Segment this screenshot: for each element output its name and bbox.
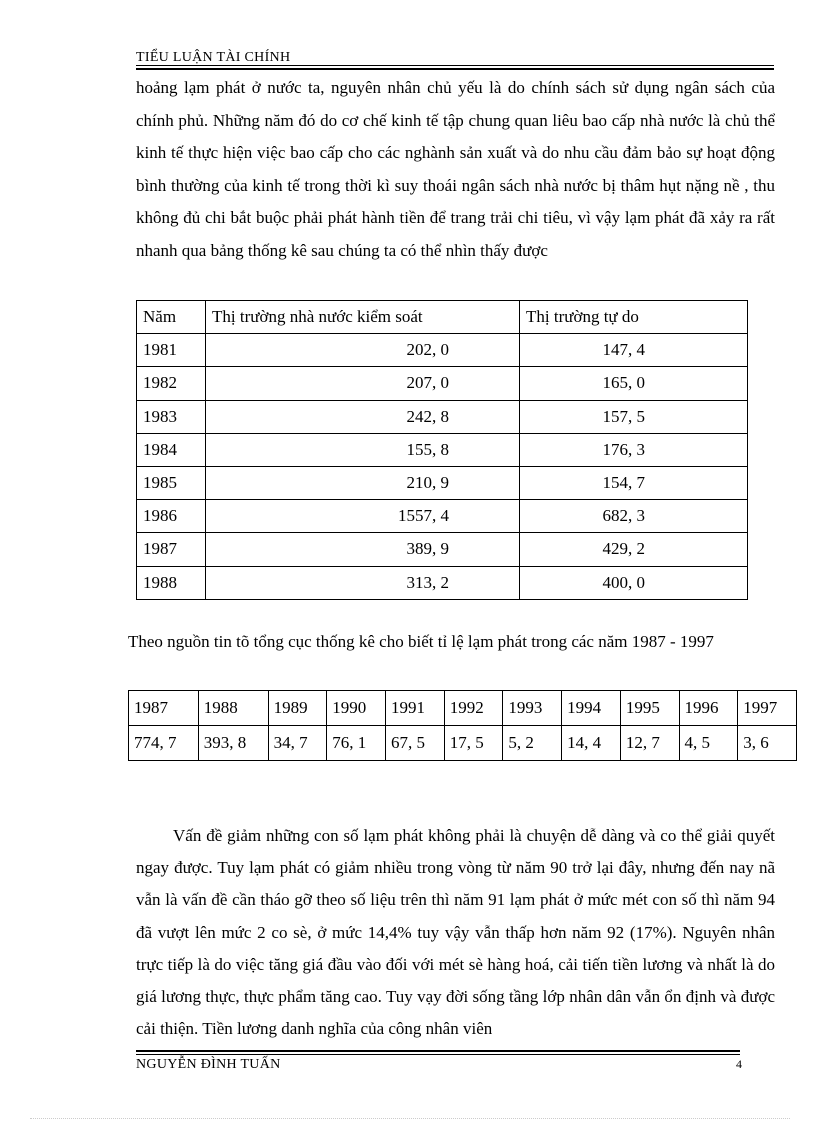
table-cell-inflation: 14, 4 — [562, 726, 621, 761]
table-cell-year: 1986 — [137, 500, 206, 533]
table-cell-year: 1988 — [198, 691, 268, 726]
table-cell-free-market: 682, 3 — [520, 500, 748, 533]
table-row — [137, 334, 748, 367]
table-cell-inflation: 17, 5 — [444, 726, 503, 761]
header-divider-thick — [136, 68, 774, 70]
table-cell-free-market: 154, 7 — [520, 466, 748, 499]
table-cell-year: 1995 — [620, 691, 679, 726]
table-cell-year: 1996 — [679, 691, 738, 726]
table-cell-free-market: 429, 2 — [520, 533, 748, 566]
table-cell-inflation: 34, 7 — [268, 726, 327, 761]
table-cell-inflation: 774, 7 — [129, 726, 199, 761]
footer-author: NGUYỄN ĐÌNH TUẤN — [136, 1057, 281, 1072]
table-header-row — [137, 301, 748, 334]
table-cell-state-market: 207, 0 — [206, 367, 520, 400]
header-divider — [136, 65, 774, 66]
table-cell-inflation: 4, 5 — [679, 726, 738, 761]
table-cell-year: 1989 — [268, 691, 327, 726]
table-cell-inflation: 393, 8 — [198, 726, 268, 761]
inflation-table-1981-1988 — [136, 300, 748, 600]
table-cell-state-market: 242, 8 — [206, 400, 520, 433]
table-cell-year: 1992 — [444, 691, 503, 726]
table-cell-free-market: 165, 0 — [520, 367, 748, 400]
table-header-cell: Thị trường tự do — [520, 301, 748, 334]
table-cell-free-market: 400, 0 — [520, 566, 748, 599]
table-cell-free-market: 157, 5 — [520, 400, 748, 433]
footer-divider — [136, 1054, 740, 1055]
page-number: 4 — [736, 1057, 742, 1071]
table-row — [137, 367, 748, 400]
table-cell-inflation: 3, 6 — [738, 726, 797, 761]
table-row-values — [129, 726, 797, 761]
table-cell-inflation: 5, 2 — [503, 726, 562, 761]
table-cell-year: 1990 — [327, 691, 386, 726]
table-cell-year: 1982 — [137, 367, 206, 400]
inflation-table-1987-1997 — [128, 690, 797, 761]
table-cell-state-market: 155, 8 — [206, 433, 520, 466]
table-cell-free-market: 147, 4 — [520, 334, 748, 367]
table-cell-year: 1987 — [129, 691, 199, 726]
table-row — [137, 400, 748, 433]
table-cell-year: 1984 — [137, 433, 206, 466]
table-cell-state-market: 389, 9 — [206, 533, 520, 566]
table-cell-year: 1997 — [738, 691, 797, 726]
table-cell-free-market: 176, 3 — [520, 433, 748, 466]
table-cell-inflation: 67, 5 — [386, 726, 445, 761]
table-cell-year: 1988 — [137, 566, 206, 599]
table-cell-inflation: 76, 1 — [327, 726, 386, 761]
table-header-cell: Năm — [137, 301, 206, 334]
page-edge — [30, 1118, 790, 1119]
paragraph-intro: hoảng lạm phát ở nước ta, nguyên nhân chủ yếu là do chính sách sử dụng ngân sách của chính phủ. Những năm đó do cơ chế kinh tế tập chung quan liêu bao cấp nhà nước là chủ thể kinh tế thực hiện việc bao cấp cho các nghành sản xuất và do nhu cầu đảm bảo sự hoạt động bình thường của kinh tế trong thời kì suy thoái ngân sách nhà nước bị thâm hụt nặng nề , thu không đủ chi bắt buộc phải phát hành tiền để trang trải chi tiêu, vì vậy lạm phát đã xảy ra rất nhanh qua bảng thống kê sau chúng ta có thể nhìn thấy được — [136, 78, 775, 260]
table-row — [137, 566, 748, 599]
page-header-title: TIỂU LUẬN TÀI CHÍNH — [136, 50, 291, 65]
table-cell-state-market: 210, 9 — [206, 466, 520, 499]
table-cell-year: 1983 — [137, 400, 206, 433]
table-cell-year: 1987 — [137, 533, 206, 566]
table-cell-year: 1981 — [137, 334, 206, 367]
footer-divider-thick — [136, 1050, 740, 1052]
table-cell-state-market: 1557, 4 — [206, 500, 520, 533]
table-cell-year: 1991 — [386, 691, 445, 726]
table-row — [137, 433, 748, 466]
paragraph-source: Theo nguồn tin tõ tổng cục thống kê cho biết tỉ lệ lạm phát trong các năm 1987 - 1997 — [128, 632, 714, 651]
table-row — [137, 500, 748, 533]
paragraph-analysis: Vấn đề giảm những con số lạm phát không phải là chuyện dễ dàng và co thể giải quyết ngay được. Tuy lạm phát có giảm nhiều trong vòng từ năm 90 trở lại đây, nhưng đến nay nã vẫn là vấn đề cần tháo gỡ theo số liệu trên thì năm 91 lạm phát ở mức mét con số thì năm 94 đã vượt lên mức 2 co sè, ở mức 14,4% tuy vậy vẫn thấp hơn năm 92 (17%). Nguyên nhân trực tiếp là do việc tăng giá đầu vào đối với mét sè hàng hoá, cải tiến tiền lương và nhất là do giá lương thực, thực phẩm tăng cao. Tuy vạy đời sống tầng lớp nhân dân vẫn ổn định và được cải thiện. Tiền lương danh nghĩa của công nhân viên — [136, 826, 775, 1039]
table-cell-state-market: 202, 0 — [206, 334, 520, 367]
table-cell-inflation: 12, 7 — [620, 726, 679, 761]
table-cell-year: 1993 — [503, 691, 562, 726]
table-row-years — [129, 691, 797, 726]
table-header-cell: Thị trường nhà nước kiểm soát — [206, 301, 520, 334]
table-row — [137, 533, 748, 566]
table-cell-state-market: 313, 2 — [206, 566, 520, 599]
table-row — [137, 466, 748, 499]
table-cell-year: 1985 — [137, 466, 206, 499]
table-cell-year: 1994 — [562, 691, 621, 726]
